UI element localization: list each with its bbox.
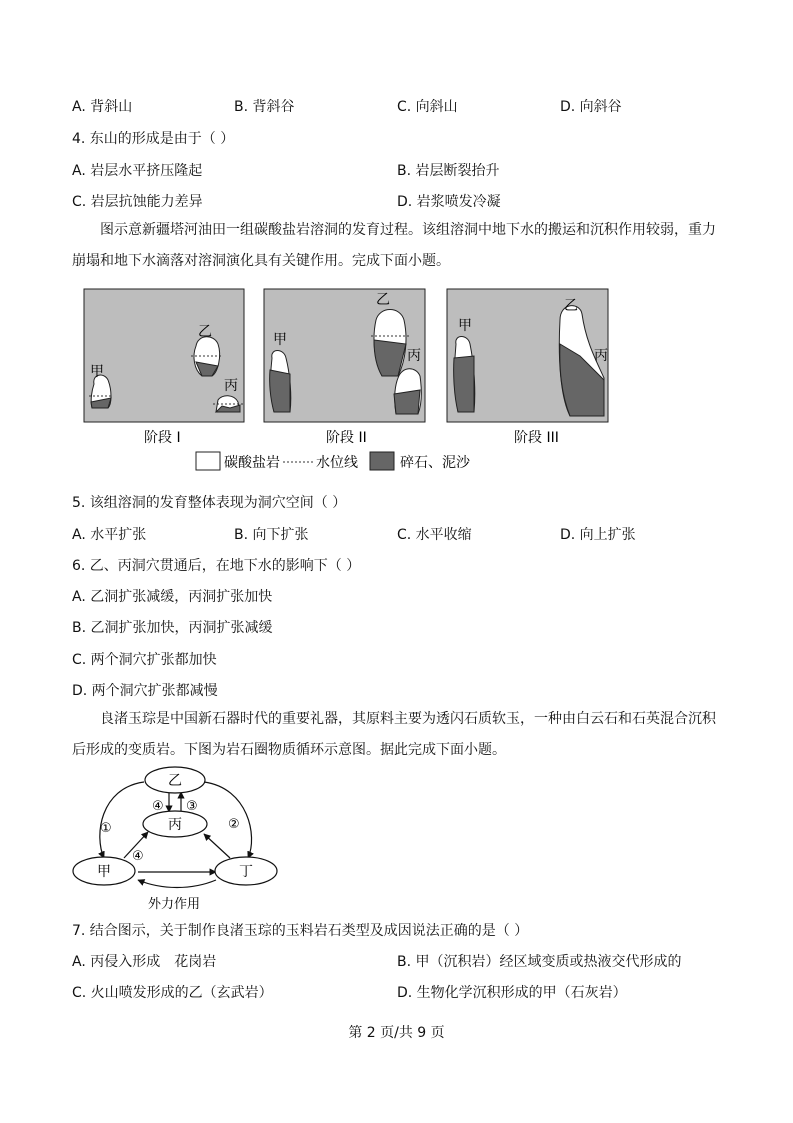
- q6-option-b[interactable]: B. 乙洞扩张加快，丙洞扩张减缓: [72, 620, 273, 636]
- label-jia-3: 甲: [458, 318, 472, 334]
- q4-option-c[interactable]: C. 岩层抗蚀能力差异: [72, 194, 203, 210]
- node-ding-label: 丁: [239, 864, 253, 880]
- question-6-stem: 6. 乙、丙洞穴贯通后，在地下水的影响下（ ）: [72, 558, 361, 574]
- rubble-bing-2: [394, 390, 420, 414]
- stage-3-panel: [447, 289, 608, 446]
- q6-option-d[interactable]: D. 两个洞穴扩张都减慢: [72, 683, 218, 699]
- arrow-1-label: ①: [100, 821, 112, 836]
- label-bing-2: 丙: [407, 348, 421, 364]
- label-jia-2: 甲: [273, 332, 287, 348]
- q7-option-c[interactable]: C. 火山喷发形成的乙（玄武岩）: [72, 985, 273, 1001]
- cave-legend: [196, 452, 471, 471]
- q4-option-b[interactable]: B. 岩层断裂抬升: [397, 163, 500, 179]
- q6-option-a[interactable]: A. 乙洞扩张减缓，丙洞扩张加快: [72, 589, 273, 605]
- node-yi-label: 乙: [168, 773, 182, 789]
- legend-rubble-label: 碎石、泥沙: [400, 455, 470, 471]
- legend-water-label: 水位线: [316, 455, 358, 471]
- page-footer: 第 2 页/共 9 页: [348, 1025, 445, 1041]
- cave-development-figure: [80, 286, 620, 476]
- q4-option-a[interactable]: A. 岩层水平挤压隆起: [72, 163, 203, 179]
- q7-option-d[interactable]: D. 生物化学沉积形成的甲（石灰岩）: [397, 985, 627, 1001]
- rubble-jia-2: [270, 370, 290, 412]
- option-b[interactable]: B. 背斜谷: [234, 99, 295, 115]
- legend-rock-swatch: [196, 452, 220, 470]
- rubble-jia-3: [454, 356, 474, 412]
- jade-intro-paragraph: [72, 704, 720, 766]
- option-d[interactable]: D. 向斜谷: [560, 99, 622, 115]
- legend-rock-label: 碳酸盐岩: [224, 455, 280, 471]
- arrow-4-low-label: ④: [132, 849, 144, 864]
- node-jia-label: 甲: [97, 864, 111, 880]
- arrow-ding-bing: [204, 834, 230, 858]
- cave-intro-text: 图示意新疆塔河油田一组碳酸盐岩溶洞的发育过程。该组溶洞中地下水的搬运和沉积作用较弱，重力崩塌和地下水滴落对溶洞演化具有关键作用。完成下面小题。: [72, 222, 716, 269]
- q7-option-a[interactable]: A. 丙侵入形成 花岗岩: [72, 954, 217, 970]
- label-bing-1: 丙: [224, 378, 238, 394]
- q7-option-b[interactable]: B. 甲（沉积岩）经区域变质或热液交代形成的: [397, 954, 682, 970]
- arrow-1: [100, 782, 144, 858]
- q5-option-d[interactable]: D. 向上扩张: [560, 527, 636, 543]
- q4-option-d[interactable]: D. 岩浆喷发冷凝: [397, 194, 501, 210]
- stage-1-panel: [84, 289, 244, 446]
- arrow-3-label: ③: [186, 799, 198, 814]
- arrow-4-top-label: ④: [152, 799, 164, 814]
- q6-option-c[interactable]: C. 两个洞穴扩张都加快: [72, 652, 217, 668]
- jade-intro-text: 良渚玉琮是中国新石器时代的重要礼器，其原料主要为透闪石质软玉，一种由白云石和石英混合沉积后形成的变质岩。下图为岩石圈物质循环示意图。据此完成下面小题。: [72, 711, 716, 758]
- question-7-stem: 7. 结合图示，关于制作良渚玉琮的玉料岩石类型及成因说法正确的是（ ）: [72, 923, 529, 939]
- label-yi-3: 乙: [564, 298, 578, 314]
- label-jia-1: 甲: [90, 364, 104, 380]
- cave-intro-paragraph: [72, 215, 720, 277]
- q5-option-b[interactable]: B. 向下扩张: [234, 527, 309, 543]
- stage-1-label: 阶段 I: [144, 430, 181, 446]
- legend-rubble-swatch: [370, 452, 394, 470]
- stage-3-label: 阶段 III: [514, 430, 559, 446]
- external-force-label: 外力作用: [148, 897, 201, 912]
- rock-cycle-diagram: [70, 766, 290, 912]
- arrow-2-label: ②: [228, 817, 240, 832]
- question-4-stem: 4. 东山的形成是由于（ ）: [72, 131, 235, 147]
- q5-option-c[interactable]: C. 水平收缩: [397, 527, 472, 543]
- q5-option-a[interactable]: A. 水平扩张: [72, 527, 147, 543]
- label-bing-3: 丙: [594, 348, 608, 364]
- option-a[interactable]: A. 背斜山: [72, 99, 133, 115]
- node-bing-label: 丙: [168, 817, 182, 833]
- label-yi-2: 乙: [376, 292, 390, 308]
- option-c[interactable]: C. 向斜山: [397, 99, 458, 115]
- stage-2-panel: [264, 289, 425, 446]
- label-yi-1: 乙: [198, 324, 212, 340]
- question-5-stem: 5. 该组溶洞的发育整体表现为洞穴空间（ ）: [72, 495, 347, 511]
- stage-2-label: 阶段 II: [326, 430, 367, 446]
- arrow-external-force: [138, 880, 216, 888]
